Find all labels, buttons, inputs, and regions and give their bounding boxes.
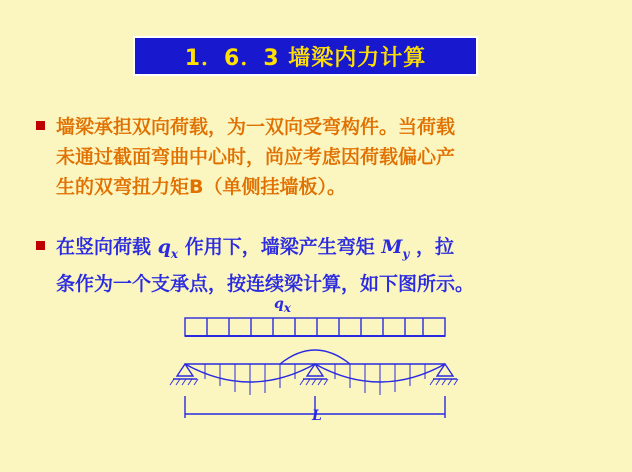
bullet-1-line-3: 生的双弯扭力矩B（单侧挂墙板）。	[56, 176, 346, 198]
load-label	[274, 296, 291, 315]
bullet-2-line-2: 条作为一个支承点，按连续梁计算，如下图所示。	[56, 272, 475, 295]
load-label-sub: x	[283, 300, 291, 315]
moment-curve-support-peak	[280, 350, 350, 364]
bullet-1-line-1: 墙梁承担双向荷载，为一双向受弯构件。当荷载	[56, 116, 456, 138]
square-bullet-icon	[36, 241, 45, 250]
symbol-m-sub: y	[402, 246, 410, 261]
bullet-2-line-1	[56, 232, 474, 269]
support-left	[170, 364, 198, 385]
slide-title-box	[133, 36, 478, 76]
bullet-item-1	[36, 112, 601, 202]
continuous-beam-diagram	[160, 296, 480, 426]
beam-diagram-svg	[160, 296, 480, 426]
bullet-2-seg-1: 在竖向荷载	[56, 236, 158, 258]
symbol-m-base: M	[381, 236, 403, 258]
distributed-load-arrows	[207, 318, 423, 336]
bullet-1-text	[56, 112, 455, 202]
load-label-base: q	[274, 296, 284, 312]
symbol-q-sub: x	[170, 246, 179, 261]
square-bullet-icon	[36, 121, 45, 130]
page-title: 1．6．3 墙梁内力计算	[184, 45, 427, 71]
support-right	[430, 364, 458, 385]
support-middle	[300, 364, 328, 385]
bullet-item-2	[36, 232, 611, 299]
bullet-1-line-2: 未通过截面弯曲中心时，尚应考虑因荷载偏心产	[56, 146, 456, 168]
bullet-2-seg-3: ，拉	[409, 236, 454, 258]
bullet-2-seg-2: 作用下，墙梁产生弯矩	[178, 236, 382, 258]
distributed-load-box	[185, 318, 445, 336]
symbol-q-base: q	[157, 236, 171, 258]
bullet-2-text	[56, 232, 474, 299]
span-label: L	[312, 408, 322, 424]
